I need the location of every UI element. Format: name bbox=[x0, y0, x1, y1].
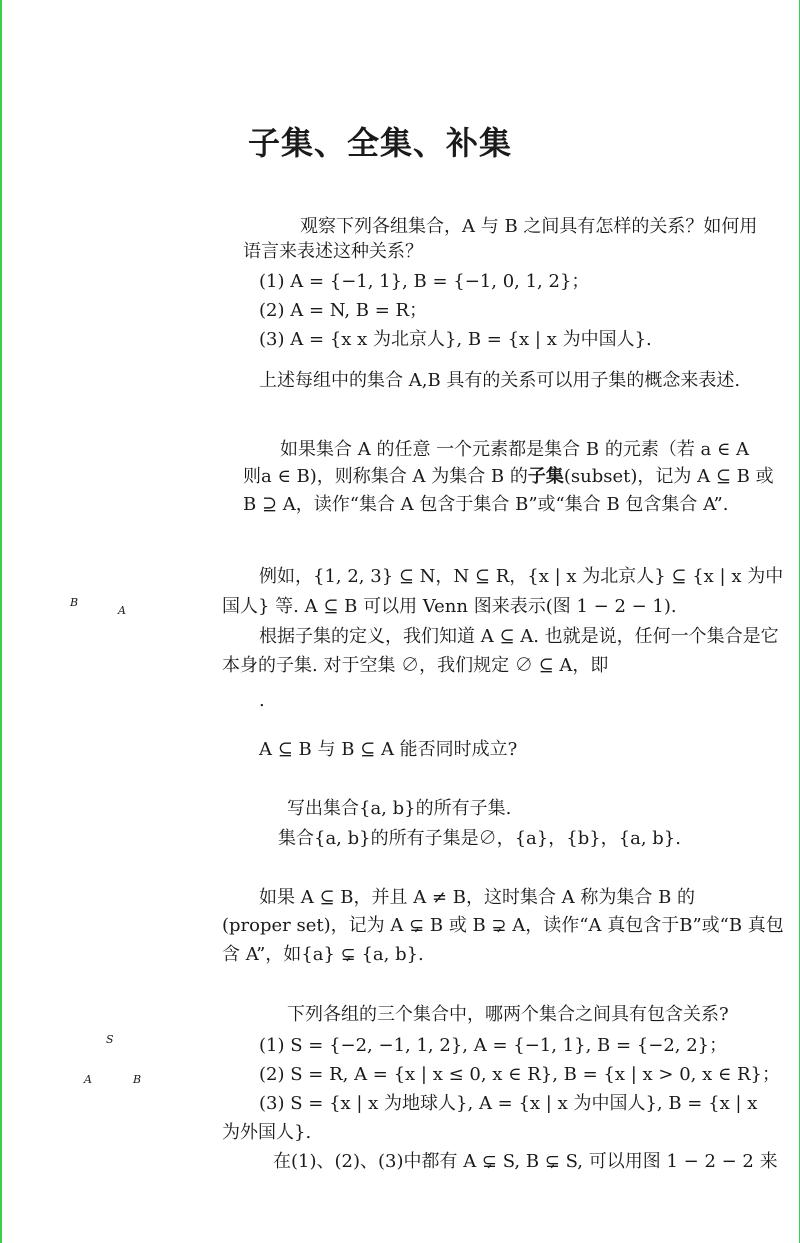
observe-line-1: 观察下列各组集合，A 与 B 之间具有怎样的关系？如何用 bbox=[300, 216, 758, 237]
definition-line-2-post: (subset)，记为 A ⊆ B 或 bbox=[563, 466, 774, 487]
venn-fig1-label-a: A bbox=[118, 604, 126, 617]
observe-item-1: (1) A = {−1, 1}, B = {−1, 0, 1, 2}； bbox=[259, 271, 590, 292]
observe-item-2: (2) A = N, B = R； bbox=[259, 300, 428, 321]
example-line-1: 例如，{1, 2, 3} ⊆ N，N ⊆ R，{x | x 为北京人} ⊆ {x | x 为中 bbox=[259, 566, 784, 587]
subset-keyword: 子集 bbox=[527, 466, 564, 487]
definition-line-3: B ⊇ A，读作“集合 A 包含于集合 B”或“集合 B 包含集合 A”. bbox=[243, 494, 729, 515]
question-line: A ⊆ B 与 B ⊆ A 能否同时成立? bbox=[259, 739, 518, 760]
exercise-line-1: 写出集合{a, b}的所有子集. bbox=[287, 798, 512, 819]
exercise-line-2: 集合{a, b}的所有子集是∅，{a}，{b}，{a, b}. bbox=[278, 828, 681, 849]
proper-line-2: (proper set)，记为 A ⊊ B 或 B ⊋ A，读作“A 真包含于B”或“B 真包 bbox=[222, 915, 784, 936]
venn-fig2-label-b: B bbox=[133, 1073, 142, 1086]
definition-line-2 bbox=[243, 465, 774, 489]
formula-placeholder-dot: . bbox=[259, 690, 265, 711]
groups-item-3a: (3) S = {x | x 为地球人}, A = {x | x 为中国人}, B = {x | x bbox=[259, 1093, 758, 1114]
example-line-2: 国人} 等. A ⊆ B 可以用 Venn 图来表示(图 1 − 2 − 1). bbox=[222, 596, 677, 617]
venn-fig2-label-s: S bbox=[106, 1033, 114, 1046]
proper-line-1: 如果 A ⊆ B，并且 A ≠ B，这时集合 A 称为集合 B 的 bbox=[259, 887, 696, 908]
groups-intro: 下列各组的三个集合中，哪两个集合之间具有包含关系? bbox=[287, 1004, 729, 1025]
groups-conclusion: 在(1)、(2)、(3)中都有 A ⊊ S, B ⊊ S, 可以用图 1 − 2 − 2 来 bbox=[273, 1151, 778, 1172]
observe-line-2: 语言来表述这种关系？ bbox=[243, 241, 423, 262]
proper-line-3: 含 A”，如{a} ⊊ {a, b}. bbox=[222, 944, 424, 965]
groups-item-1: (1) S = {−2, −1, 1, 2}, A = {−1, 1}, B = {−2, 2}； bbox=[259, 1035, 728, 1056]
page-title: 子集、全集、补集 bbox=[248, 124, 513, 162]
groups-item-2: (2) S = R, A = {x | x ≤ 0, x ∈ R}, B = {x | x > 0, x ∈ R}； bbox=[259, 1064, 781, 1085]
example-line-3: 根据子集的定义，我们知道 A ⊆ A. 也就是说，任何一个集合是它 bbox=[259, 626, 779, 647]
example-line-4: 本身的子集. 对于空集 ∅，我们规定 ∅ ⊆ A，即 bbox=[222, 655, 609, 676]
definition-line-1: 如果集合 A 的任意 一个元素都是集合 B 的元素（若 a ∈ A bbox=[280, 439, 750, 460]
observe-item-3: (3) A = {x x 为北京人}, B = {x | x 为中国人}. bbox=[259, 329, 652, 350]
observe-conclusion: 上述每组中的集合 A,B 具有的关系可以用子集的概念来表述. bbox=[259, 370, 741, 391]
groups-item-3b: 为外国人}. bbox=[222, 1122, 312, 1143]
venn-fig2-label-a: A bbox=[84, 1073, 92, 1086]
page-edge-left bbox=[0, 0, 2, 1243]
definition-line-2-pre: 则a ∈ B)，则称集合 A 为集合 B 的 bbox=[243, 466, 528, 487]
venn-fig1-label-b: B bbox=[70, 596, 79, 609]
